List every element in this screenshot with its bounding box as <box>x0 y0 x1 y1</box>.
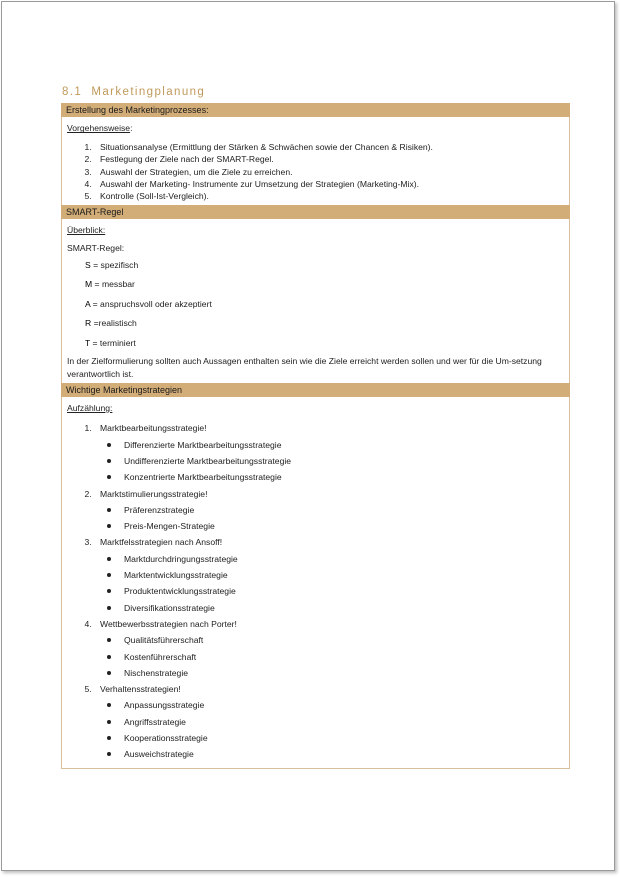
smart-label: SMART-Regel: <box>67 243 125 254</box>
list-item: 5. Kontrolle (Soll-Ist-Vergleich). <box>94 190 563 202</box>
steps-list <box>67 141 563 203</box>
sub-item: Ausweichstrategie <box>116 746 563 762</box>
smart-row-r: R =realistisch <box>85 318 137 329</box>
band-marketingprozess: Erstellung des Marketingprozesses: <box>61 103 570 117</box>
sub-list <box>100 437 563 486</box>
sub-list <box>100 697 563 762</box>
sub-item: Produktentwicklungsstrategie <box>116 583 563 599</box>
strategy-list <box>67 420 563 762</box>
box-smart-regel <box>61 219 570 383</box>
sub-item: Anpassungsstrategie <box>116 697 563 713</box>
list-item: 2. Festlegung der Ziele nach der SMART-Regel. <box>94 153 563 165</box>
strategy-item: 4. Wettbewerbsstrategien nach Porter! Qualitätsführerschaft Kostenführerschaft Nischenstrategie <box>94 616 563 681</box>
strategy-item: 2. Marktstimulierungsstrategie! Präferenzstrategie Preis-Mengen-Strategie <box>94 486 563 535</box>
strategy-item: 5. Verhaltensstrategien! Anpassungsstrategie Angriffsstrategie Kooperationsstrategie Ausweichstrategie <box>94 681 563 762</box>
sub-item: Kostenführerschaft <box>116 649 563 665</box>
sub-item: Marktdurchdringungsstrategie <box>116 551 563 567</box>
document-page <box>1 1 615 871</box>
smart-row-s: S = spezifisch <box>85 259 139 270</box>
aufzaehlung-heading: Aufzählung: <box>67 402 113 413</box>
sub-item: Konzentrierte Marktbearbeitungsstrategie <box>116 469 563 485</box>
band-marketingstrategien: Wichtige Marketingstrategien <box>61 383 570 397</box>
sub-item: Präferenzstrategie <box>116 502 563 518</box>
list-item: 1. Situationsanalyse (Ermittlung der Stärken & Schwächen sowie der Chancen & Risiken). <box>94 141 563 153</box>
strategy-item: 1. Marktbearbeitungsstrategie! Differenzierte Marktbearbeitungsstrategie Undifferenzierte Marktbearbeitungsstrategie Konzentrierte Marktbearbeitungsstrategie <box>94 420 563 485</box>
sub-list <box>100 551 563 616</box>
sub-item: Diversifikationsstrategie <box>116 600 563 616</box>
page-content <box>61 86 570 769</box>
section-number: 8.1 <box>62 86 83 98</box>
sub-item: Preis-Mengen-Strategie <box>116 518 563 534</box>
list-item: 4. Auswahl der Marketing- Instrumente zur Umsetzung der Strategien (Marketing-Mix). <box>94 178 563 190</box>
sub-item: Nischenstrategie <box>116 665 563 681</box>
ueberblick-heading: Überblick: <box>67 224 106 235</box>
box-marketingprozess <box>61 117 570 204</box>
box-marketingstrategien <box>61 397 570 769</box>
sub-item: Marktentwicklungsstrategie <box>116 567 563 583</box>
smart-row-a: A = anspruchsvoll oder akzeptiert <box>85 298 212 309</box>
sub-item: Undifferenzierte Marktbearbeitungsstrategie <box>116 453 563 469</box>
section-title: Marketingplanung <box>91 86 206 98</box>
sub-item: Angriffsstrategie <box>116 714 563 730</box>
strategy-item: 3. Marktfelsstrategien nach Ansoff! Marktdurchdringungsstrategie Marktentwicklungsstrategie Produktentwicklungsstrategie Diversifikationsstrategie <box>94 534 563 615</box>
sub-item: Differenzierte Marktbearbeitungsstrategie <box>116 437 563 453</box>
sub-list <box>100 502 563 535</box>
smart-row-t: T = terminiert <box>85 337 136 348</box>
sub-item: Kooperationsstrategie <box>116 730 563 746</box>
band-smart-regel: SMART-Regel <box>61 205 570 219</box>
section-heading <box>62 86 570 98</box>
list-item: 3. Auswahl der Strategien, um die Ziele zu erreichen. <box>94 166 563 178</box>
vorgehensweise-heading: Vorgehensweise: <box>67 123 133 134</box>
sub-list <box>100 632 563 681</box>
smart-row-m: M = messbar <box>85 279 135 290</box>
smart-note: In der Zielformulierung sollten auch Aussagen enthalten sein wie die Ziele erreicht werden sollen und wer für die Um-setzung verantwortlich ist. <box>67 356 542 379</box>
sub-item: Qualitätsführerschaft <box>116 632 563 648</box>
